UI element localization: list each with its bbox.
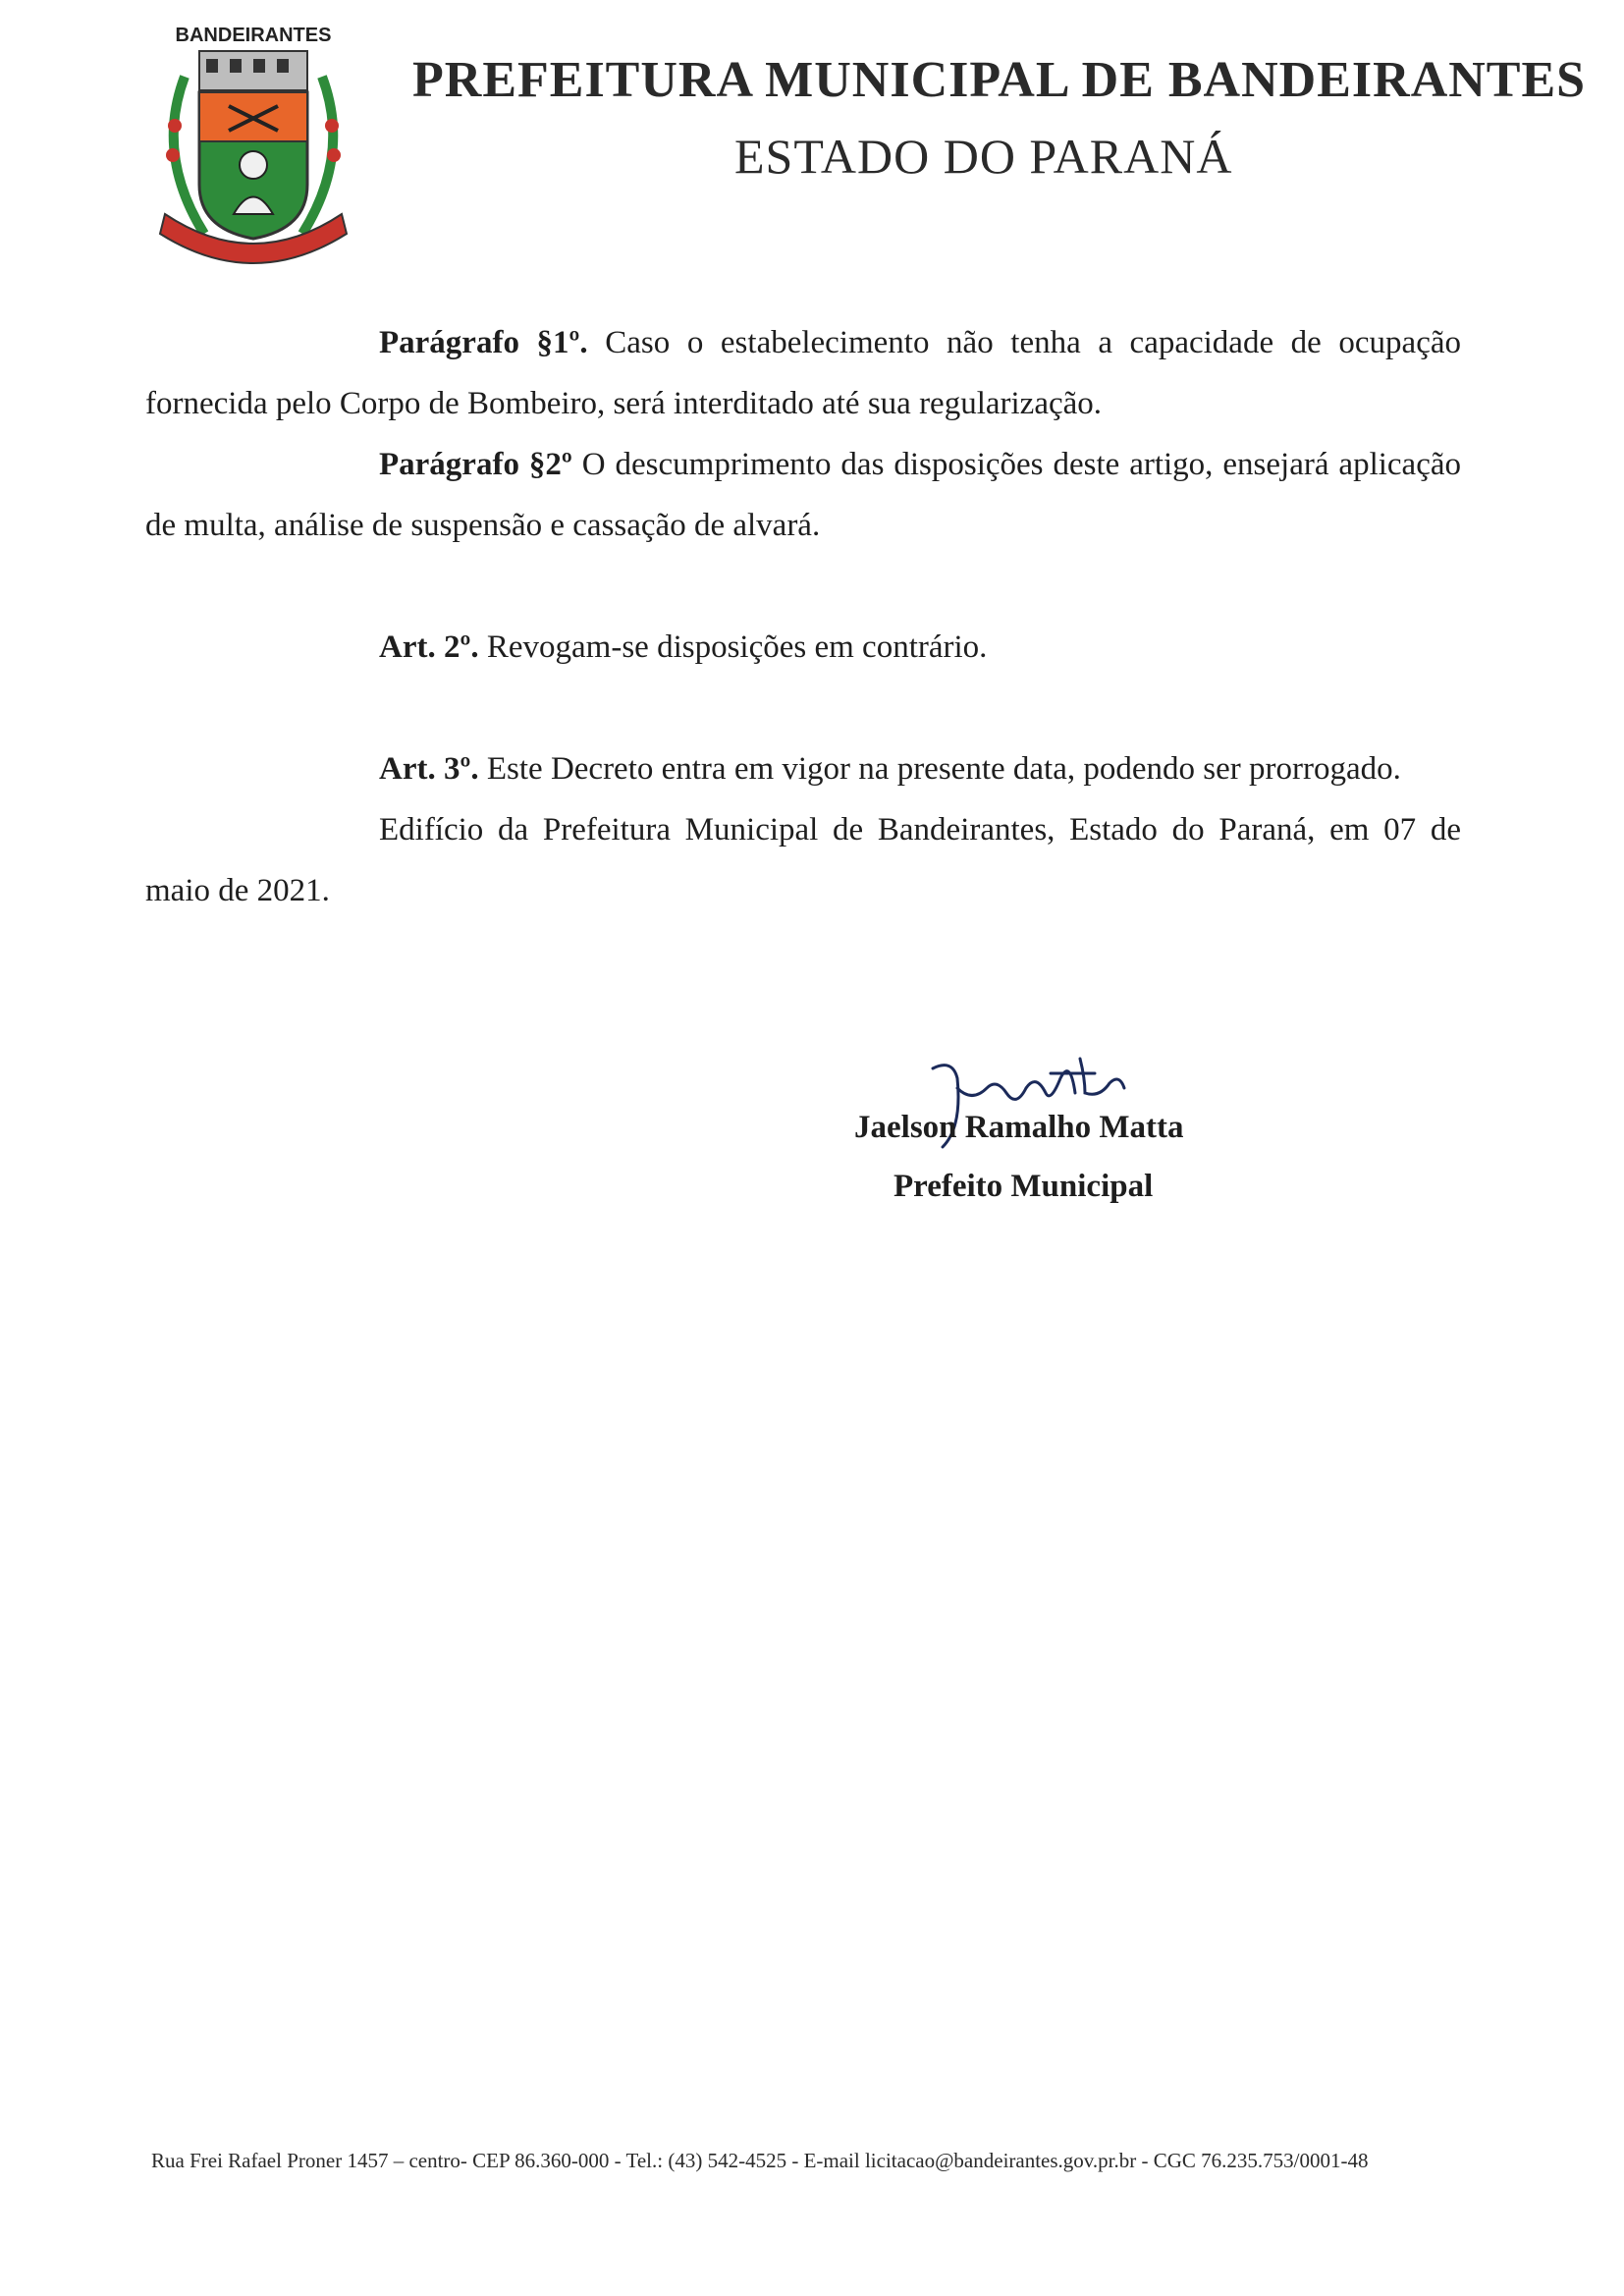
paragraph-lead: Parágrafo §2º (379, 447, 572, 482)
article-text: Revogam-se disposições em contrário. (478, 629, 988, 665)
paragraph-text: Caso o estabelecimento não tenha a capacidade de ocupação fornecida pelo Corpo de Bombeiro, será interditado até sua regularização. (145, 325, 1461, 421)
svg-text:BANDEIRANTES: BANDEIRANTES (175, 25, 332, 46)
state-subtitle: ESTADO DO PARANÁ (734, 129, 1233, 184)
signatory-name: Jaelson Ramalho Matta (854, 1110, 1184, 1145)
article-2 (145, 617, 1461, 678)
article-lead: Art. 3º. (379, 751, 479, 787)
paragraph-lead: Parágrafo §1º. (379, 325, 588, 360)
paragraph-1 (145, 312, 1461, 434)
paragraph-2 (145, 434, 1461, 556)
article-text: Este Decreto entra em vigor na presente data, podendo ser prorrogado. (478, 751, 1401, 787)
municipality-title: PREFEITURA MUNICIPAL DE BANDEIRANTES (412, 52, 1587, 108)
closing-text: Edifício da Prefeitura Municipal de Bandeirantes, Estado do Paraná, em 07 de maio de 2021. (145, 812, 1461, 908)
signatory-role: Prefeito Municipal (893, 1169, 1154, 1204)
closing-statement (145, 799, 1461, 921)
municipal-coat-of-arms (145, 18, 361, 285)
footer-contact-info: Rua Frei Rafael Proner 1457 – centro- CEP 86.360-000 - Tel.: (43) 542-4525 - E-mail licitacao@bandeirantes.gov.pr.br - CGC 76.235.753/0001-48 (151, 2149, 1369, 2172)
article-3 (145, 738, 1461, 799)
article-lead: Art. 2º. (379, 629, 479, 665)
paragraph-text: O descumprimento das disposições deste artigo, ensejará aplicação de multa, análise de suspensão e cassação de alvará. (145, 447, 1461, 543)
decree-body (145, 312, 1461, 921)
signature-block (854, 1068, 1247, 1206)
